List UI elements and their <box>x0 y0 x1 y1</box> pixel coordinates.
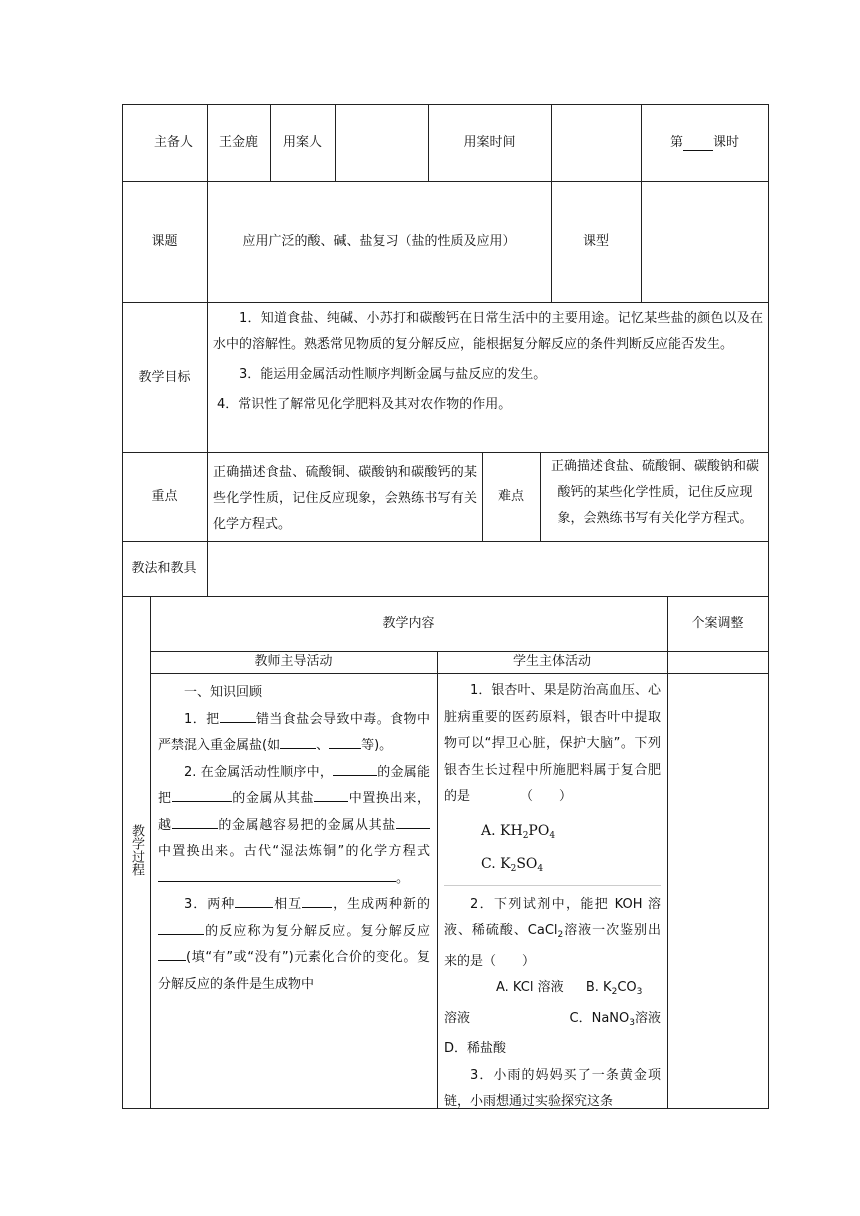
teacher-para-1: 1．把 错当食盐会导致中毒。食物中严禁混入重金属盐(如 、 等)。 <box>158 707 430 760</box>
difficulty-label: 难点 <box>497 489 524 504</box>
key-label: 重点 <box>151 489 178 504</box>
student-question-1: 1．银杏叶、果是防治高血压、心脏病重要的医药原料，银杏叶中提取物可以“捍卫心脏，保护大脑”。下列银杏生长过程中所施肥料属于复合肥的是 （ ） <box>444 683 661 804</box>
teacher-header: 教师主导活动 <box>254 654 333 669</box>
teacher-section-title: 一、知识回顾 <box>184 685 263 700</box>
adjust-header: 个案调整 <box>691 615 744 631</box>
methods-label: 教法和教具 <box>131 561 197 576</box>
q1-option-a: A. $KH_2PO_4$ <box>481 822 556 841</box>
teacher-para-3: 3．两种 相互 ，生成两种新的的反应称为复分解反应。复分解反应(填“有”或“没有”)元素化合价的变化。复分解反应的条件是生成物中 <box>158 892 430 998</box>
student-question-2: 2．下列试剂中，能把 KOH 溶液、稀硫酸、CaCl$_2$溶液一次鉴别出来的是（ ） <box>444 896 661 969</box>
main-preparer-name: 王金鹿 <box>218 135 258 150</box>
q2-options <box>444 975 661 1006</box>
student-header: 学生主体活动 <box>512 654 591 669</box>
q2-option-d: D．稀盐酸 <box>444 1041 507 1056</box>
objectives-content <box>213 306 763 418</box>
q1-options <box>444 817 661 886</box>
process-side-label: 教学过程 <box>129 824 144 876</box>
topic-label: 课题 <box>151 234 178 249</box>
user-value <box>335 104 428 182</box>
topic-value: 应用广泛的酸、碱、盐复习（盐的性质及应用） <box>242 234 516 249</box>
teacher-activity <box>158 680 430 998</box>
q2-options-cont: 溶液 C．NaNO$_3$溶液 <box>444 1006 661 1037</box>
student-question-3: 3．小雨的妈妈买了一条黄金项链，小雨想通过实验探究这条 <box>444 1067 661 1109</box>
type-value <box>641 181 768 303</box>
key-text: 正确描述食盐、硫酸铜、碳酸钠和碳酸钙的某些化学性质，记住反应现象，会熟练书写有关化学方程式。 <box>213 465 477 532</box>
q2-option-a: A. KCl 溶液 <box>496 980 564 995</box>
lesson-number <box>641 104 768 182</box>
methods-value <box>207 541 768 597</box>
q1-option-c: C. $K_2SO_4$ <box>481 855 544 874</box>
lesson-prefix: 第 <box>669 135 683 150</box>
user-label: 用案人 <box>282 135 322 150</box>
difficulty-text: 正确描述食盐、硫酸铜、碳酸钠和碳酸钙的某些化学性质，记住反应现象，会熟练书写有关化学方程式。 <box>550 459 759 526</box>
objective-4: 4．常识性了解常见化学肥料及其对农作物的作用。 <box>217 397 512 412</box>
objectives-label: 教学目标 <box>138 369 191 385</box>
type-label: 课型 <box>582 234 609 249</box>
content-header: 教学内容 <box>382 615 435 631</box>
teacher-para-2: 2. 在金属活动性顺序中， 的金属能把 的金属从其盐 中置换出来，越 的金属越容易把的金属从其盐中置换出来。古代“湿法炼铜”的化学方程式。 <box>158 760 430 893</box>
main-preparer-label: 主备人 <box>153 135 193 150</box>
lesson-suffix: 课时 <box>713 135 740 150</box>
objective-3: 3．能运用金属活动性顺序判断金属与盐反应的发生。 <box>239 367 547 382</box>
time-value <box>551 104 641 182</box>
q2-option-b: B. $K_2CO_3$ <box>585 980 643 997</box>
objective-1: 1．知道食盐、纯碱、小苏打和碳酸钙在日常生活中的主要用途。记忆某些盐的颜色以及在水中的溶解性。熟悉常见物质的复分解反应，能根据复分解反应的条件判断反应能否发生。 <box>213 311 763 352</box>
time-label: 用案时间 <box>463 135 516 150</box>
student-activity <box>444 678 661 1116</box>
q2-option-c: C．NaNO$_3$溶液 <box>569 1010 661 1028</box>
